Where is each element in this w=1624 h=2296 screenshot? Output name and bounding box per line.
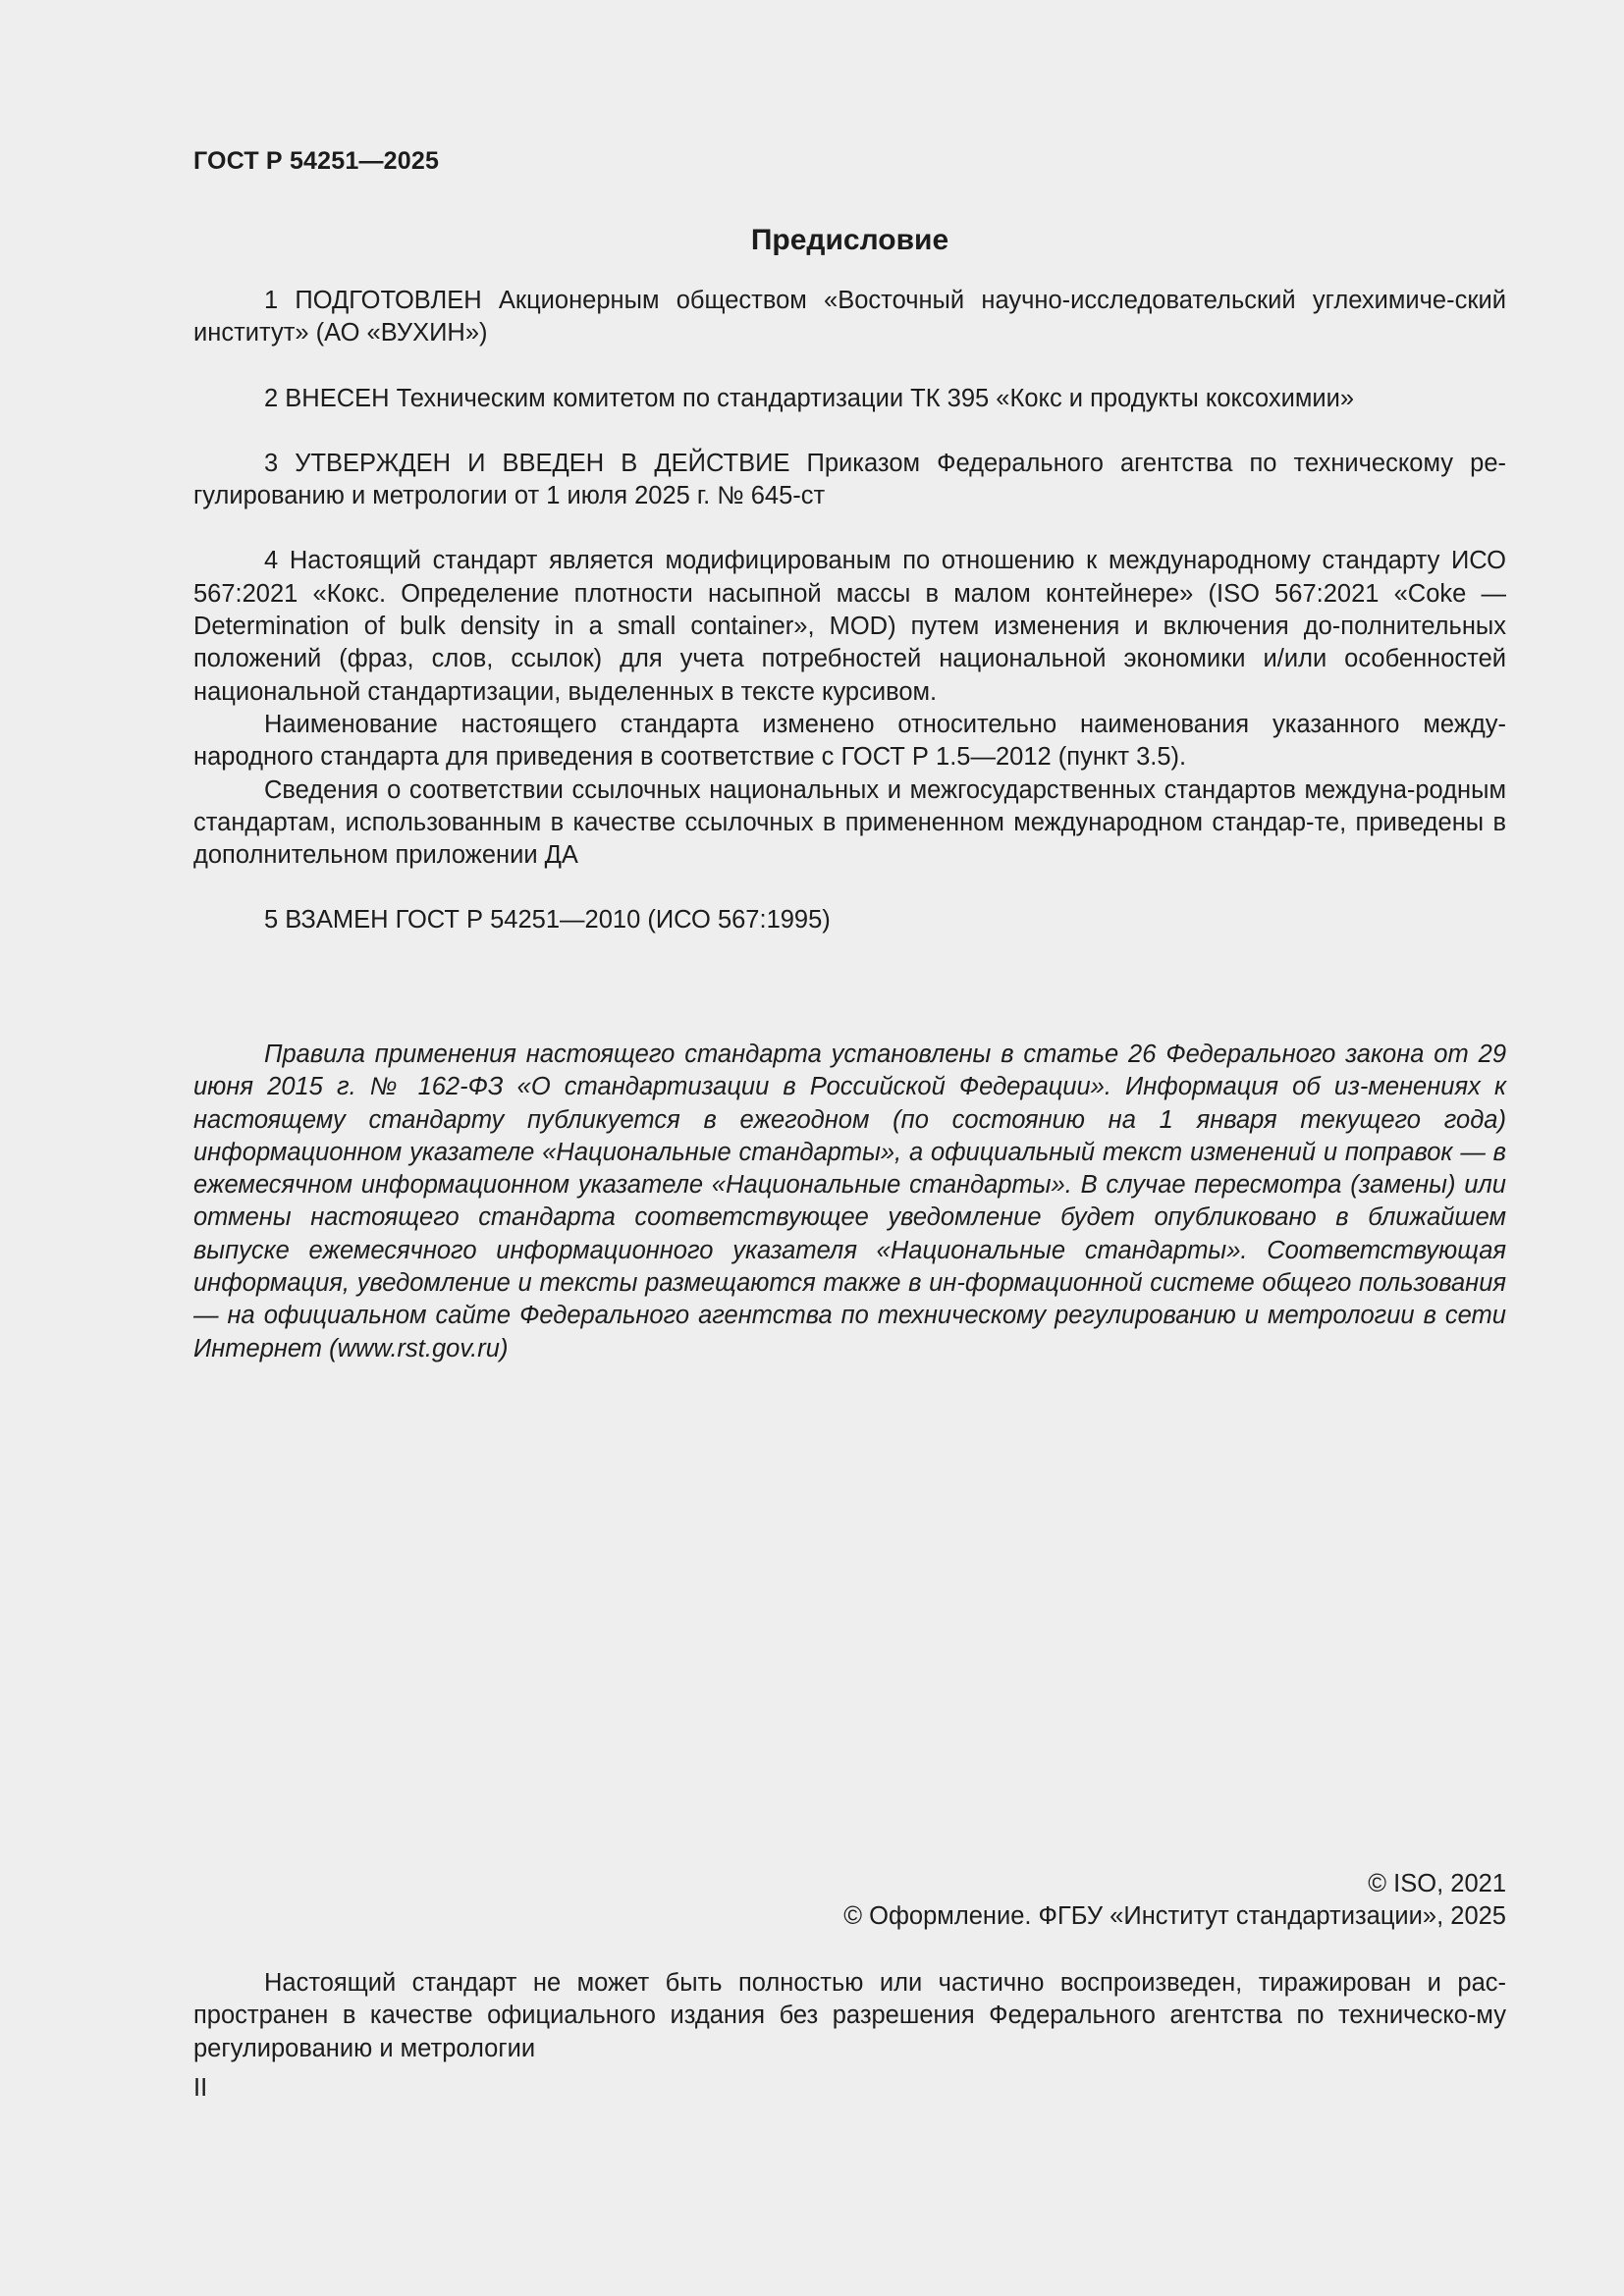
document-page (193, 0, 1506, 2296)
reproduction-notice (193, 1967, 1506, 2065)
application-rules (193, 1039, 1506, 1365)
item-2-introduced: 2 ВНЕСЕН Техническим комитетом по стандартизации ТК 395 «Кокс и продукты коксохимии» (264, 384, 1355, 412)
page-title: Предисловие (750, 224, 949, 256)
item-4-references: Сведения о соответствии ссылочных национальных и межгосударственных стандартов междуна-родным стандартам, использованным в качестве ссылочных в примененном международном стандар-те, приведены в дополнительном приложении ДА (193, 775, 1506, 870)
item-4-modification: 4 Настоящий стандарт является модифицированым по отношению к международному стандарту ИСО 567:2021 «Кокс. Определение плотности насыпной массы в малом контейнере» (ISO 567:2021 «Coke — Determination of bulk density in a small container», MOD) путем изменения и включения до-полнительных положений (фраз, слов, ссылок) для учета потребностей национальной экономики и/или особенностей национальной стандартизации, выделенных в тексте курсивом. (193, 547, 1506, 706)
document-code: ГОСТ Р 54251—2025 (193, 147, 440, 175)
application-rules-text: Правила применения настоящего стандарта установлены в статье 26 Федерального закона от 29 июня 2015 г. № 162-ФЗ «О стандартизации в Российской Федерации». Информация об из-менениях к настоящему стандарту публикуется в ежегодном (по состоянию на 1 января текущего года) информационном указателе «Национальные стандарты», а официальный текст изменений и поправок — в ежемесячном информационном указателе «Национальные стандарты». В случае пересмотра (замены) или отмены настоящего стандарта соответствующее уведомление будет опубликовано в ближайшем выпуске ежемесячного информационного указателя «Национальные стандарты». Соответствующая информация, уведомление и тексты размещаются также в ин-формационной системе общего пользования — на официальном сайте Федерального агентства по техническому регулированию и метрологии в сети Интернет (www.rst.gov.ru) (193, 1041, 1506, 1362)
item-5-replaces: 5 ВЗАМЕН ГОСТ Р 54251—2010 (ИСО 567:1995) (264, 906, 831, 934)
item-3-approved: 3 УТВЕРЖДЕН И ВВЕДЕН В ДЕЙСТВИЕ Приказом Федерального агентства по техническому ре-гулированию и метрологии от 1 июля 2025 г. № 645-ст (193, 449, 1506, 510)
copyright-design: © Оформление. ФГБУ «Институт стандартизации», 2025 (843, 1902, 1506, 1931)
item-4-title-change: Наименование настоящего стандарта изменено относительно наименования указанного между-народного стандарта для приведения в соответствие с ГОСТ Р 1.5—2012 (пункт 3.5). (193, 710, 1506, 772)
item-1-prepared: 1 ПОДГОТОВЛЕН Акционерным обществом «Восточный научно-исследовательский углехимиче-ский институт» (АО «ВУХИН») (193, 287, 1506, 347)
page-number: II (193, 2074, 208, 2102)
copyright-iso: © ISO, 2021 (1368, 1870, 1506, 1897)
foreword-items (193, 285, 1506, 937)
copyright-block (193, 1868, 1506, 1934)
reproduction-notice-text: Настоящий стандарт не может быть полностью или частично воспроизведен, тиражирован и рас-пространен в качестве официального издания без разрешения Федерального агентства по техническо-му регулированию и метрологии (193, 1969, 1506, 2062)
